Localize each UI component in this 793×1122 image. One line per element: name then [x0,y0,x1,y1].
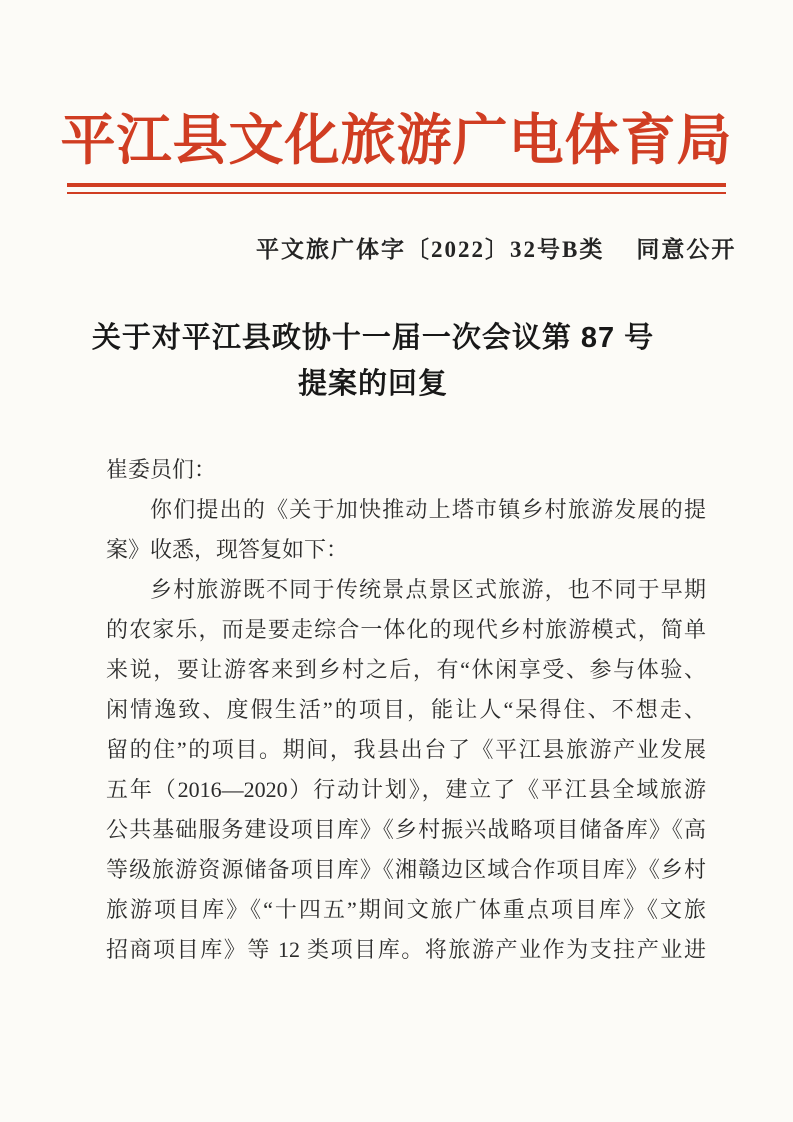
body-line: 你们提出的《关于加快推动上塔市镇乡村旅游发展的提 [150,497,706,522]
title-line-1: 关于对平江县政协十一届一次会议第 87 号 [91,322,655,354]
publicity-note: 同意公开 [636,237,737,262]
doc-reference-line [256,236,736,264]
document-title [70,315,676,407]
agency-letterhead: 平江县文化旅游广电体育局 [60,110,733,171]
salutation: 崔委员们： [106,457,217,482]
body-line: 案》收悉，现答复如下： [106,537,349,562]
body-line: 旅游项目库》《“十四五”期间文旅广体重点项目库》《文旅 [106,897,706,922]
body-line: 五年（2016—2020）行动计划》，建立了《平江县全域旅游 [106,777,706,802]
body-line: 招商项目库》等 12 类项目库。将旅游产业作为支拄产业进 [106,937,706,962]
title-line-2: 提案的回复 [297,368,448,400]
body-line: 公共基础服务建设项目库》《乡村振兴战略项目储备库》《高 [106,817,706,842]
body-line: 闲情逸致、度假生活”的项目，能让人“呆得住、不想走、 [106,697,706,722]
letterhead-rule-thick [67,183,726,187]
document-body [106,450,706,970]
body-line: 乡村旅游既不同于传统景点景区式旅游，也不同于早期 [150,577,706,602]
body-line: 来说，要让游客来到乡村之后，有“休闲享受、参与体验、 [106,657,706,682]
letterhead-rule-thin [67,192,726,194]
body-line: 留的住”的项目。期间，我县出台了《平江县旅游产业发展 [106,737,706,762]
doc-number: 平文旅广体字〔2022〕32号B类 [256,237,605,262]
body-line: 等级旅游资源储备项目库》《湘赣边区域合作项目库》《乡村 [106,857,706,882]
body-line: 的农家乐，而是要走综合一体化的现代乡村旅游模式，简单 [106,617,706,642]
